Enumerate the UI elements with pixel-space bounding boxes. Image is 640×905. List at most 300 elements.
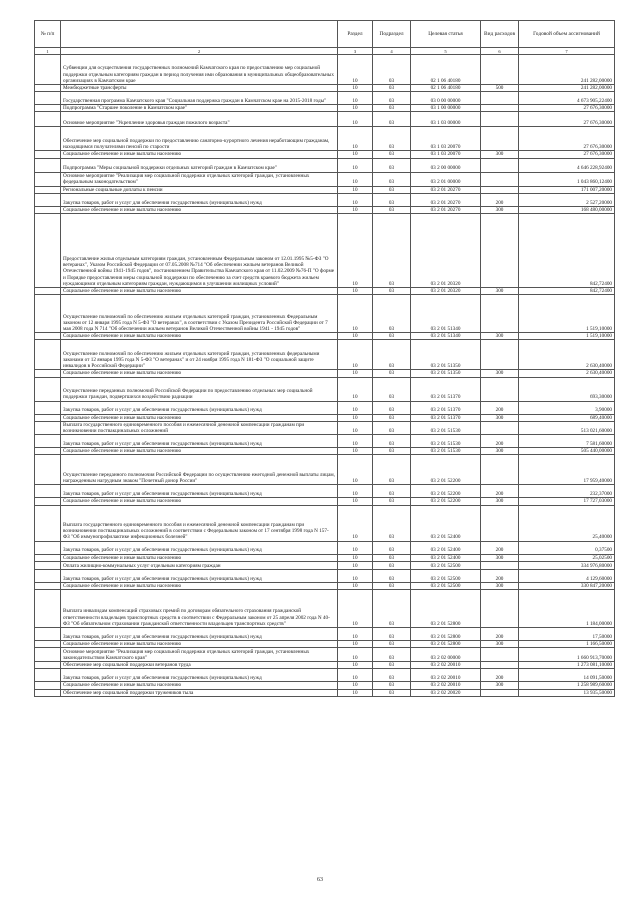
row-num-cell — [35, 541, 61, 554]
row-amount-cell: 513 021,60000 — [519, 421, 615, 434]
col-index: 4 — [373, 48, 411, 55]
row-subsection-cell: 03 — [373, 498, 411, 505]
row-target-cell: 03 2 02 00000 — [411, 648, 481, 662]
col-index: 6 — [481, 48, 519, 55]
row-amount-cell: 7 581,60000 — [519, 435, 615, 448]
table-row — [35, 485, 615, 498]
row-exp-type-cell: 300 — [481, 288, 519, 295]
row-amount-cell: 25,02500 — [519, 554, 615, 561]
row-num-cell — [35, 485, 61, 498]
row-subsection-cell: 03 — [373, 669, 411, 682]
row-exp-type-cell — [481, 158, 519, 172]
row-amount-cell: 4 646 228,92400 — [519, 158, 615, 172]
col-target-header: Целевая статья — [411, 21, 481, 48]
row-subsection-cell: 03 — [373, 582, 411, 589]
row-subsection-cell: 03 — [373, 193, 411, 206]
row-amount-cell: 27 676,30000 — [519, 112, 615, 127]
col-subsection-header: Подраздел — [373, 21, 411, 48]
row-num-cell — [35, 377, 61, 401]
row-target-cell: 03 2 01 20270 — [411, 186, 481, 193]
row-name-cell: Обеспечение мер социальной поддержки по предоставлению санаторно-курортного лечения неработающим гражданам, находящимся получателями пенсий по старости — [61, 127, 338, 151]
row-name-cell: Осуществление полномочий по обеспечению жильем отдельных категорий граждан, установленных Федеральным законом от 12 января 1995 года N 5-ФЗ "О ветеранах", в соответствии с Указом Президента Российской Федерации от 7 мая 2008 года N 714 "Об обеспечении жильем ветеранов Великой Отечественной войны 1941 - 1945 годов" — [61, 295, 338, 333]
row-exp-type-cell — [481, 214, 519, 288]
row-name-cell: Закупка товаров, работ и услуг для обеспечения государственных (муниципальных) нужд — [61, 669, 338, 682]
row-amount-cell: 2 527,20000 — [519, 193, 615, 206]
row-num-cell — [35, 554, 61, 561]
row-target-cell: 03 2 01 51350 — [411, 340, 481, 370]
row-num-cell — [35, 689, 61, 696]
row-target-cell: 03 2 01 52800 — [411, 641, 481, 648]
table-row — [35, 689, 615, 696]
row-section-cell: 10 — [338, 414, 373, 421]
row-subsection-cell: 03 — [373, 85, 411, 92]
row-section-cell: 10 — [338, 172, 373, 186]
row-name-cell: Государственная программа Камчатского края "Социальная поддержка граждан в Камчатском крае на 2015-2018 годы" — [61, 92, 338, 105]
row-amount-cell: 14 091,50000 — [519, 669, 615, 682]
row-num-cell — [35, 669, 61, 682]
table-row — [35, 435, 615, 448]
row-subsection-cell: 03 — [373, 112, 411, 127]
row-num-cell — [35, 582, 61, 589]
row-num-cell — [35, 370, 61, 377]
row-exp-type-cell: 300 — [481, 333, 519, 340]
table-row — [35, 561, 615, 569]
row-subsection-cell: 03 — [373, 455, 411, 485]
row-num-cell — [35, 186, 61, 193]
row-amount-cell: 1 043 860,12400 — [519, 172, 615, 186]
col-name-header — [61, 21, 338, 48]
row-amount-cell: 842,72400 — [519, 214, 615, 288]
table-row — [35, 401, 615, 414]
row-name-cell: Подпрограмма "Меры социальной поддержки отдельных категорий граждан в Камчатском крае" — [61, 158, 338, 172]
row-section-cell: 10 — [338, 648, 373, 662]
row-name-cell: Субвенции для осуществления государственных полномочий Камчатского края по предоставлению мер социальной поддержки отдельным категориям граждан в период получения ими образования в муниципальных общеобразовательных организациях в Камчатском крае — [61, 55, 338, 85]
row-exp-type-cell — [481, 455, 519, 485]
row-target-cell: 03 2 02 20010 — [411, 662, 481, 669]
row-subsection-cell: 03 — [373, 448, 411, 455]
row-subsection-cell: 03 — [373, 421, 411, 434]
row-subsection-cell: 03 — [373, 435, 411, 448]
row-subsection-cell: 03 — [373, 295, 411, 333]
row-section-cell: 10 — [338, 561, 373, 569]
row-target-cell: 03 1 00 00000 — [411, 105, 481, 112]
col-index: 7 — [519, 48, 615, 55]
row-target-cell: 03 2 02 20010 — [411, 682, 481, 689]
row-amount-cell: 2 630,40000 — [519, 340, 615, 370]
column-index-row — [35, 48, 615, 55]
row-target-cell: 03 0 00 00000 — [411, 92, 481, 105]
row-num-cell — [35, 92, 61, 105]
row-exp-type-cell: 200 — [481, 569, 519, 582]
table-row — [35, 288, 615, 295]
row-amount-cell: 1 519,10000 — [519, 333, 615, 340]
row-section-cell: 10 — [338, 628, 373, 641]
row-name-cell: Закупка товаров, работ и услуг для обеспечения государственных (муниципальных) нужд — [61, 485, 338, 498]
row-subsection-cell: 03 — [373, 377, 411, 401]
row-target-cell: 03 2 01 51340 — [411, 295, 481, 333]
table-row — [35, 669, 615, 682]
row-amount-cell: 27 676,30000 — [519, 127, 615, 151]
row-section-cell: 10 — [338, 186, 373, 193]
row-exp-type-cell: 200 — [481, 485, 519, 498]
row-exp-type-cell: 300 — [481, 641, 519, 648]
row-target-cell: 03 1 03 20070 — [411, 127, 481, 151]
row-num-cell — [35, 435, 61, 448]
table-row — [35, 569, 615, 582]
row-target-cell: 03 2 01 52200 — [411, 498, 481, 505]
row-num-cell — [35, 127, 61, 151]
row-name-cell: Основное мероприятие "Реализация мер социальной поддержки отдельных категорий граждан, установленных законодательством Камчатского края" — [61, 648, 338, 662]
row-amount-cell: 0,37500 — [519, 541, 615, 554]
row-num-cell — [35, 214, 61, 288]
row-target-cell: 03 2 01 51370 — [411, 377, 481, 401]
table-row — [35, 628, 615, 641]
col-amount-header: Годовой объем ассигнований — [519, 21, 615, 48]
row-exp-type-cell: 300 — [481, 206, 519, 213]
row-num-cell — [35, 295, 61, 333]
row-subsection-cell: 03 — [373, 641, 411, 648]
row-amount-cell: 241 282,00000 — [519, 55, 615, 85]
row-subsection-cell: 03 — [373, 505, 411, 541]
row-exp-type-cell — [481, 186, 519, 193]
row-target-cell: 02 1 06 40180 — [411, 55, 481, 85]
row-section-cell: 10 — [338, 505, 373, 541]
row-section-cell: 10 — [338, 455, 373, 485]
row-name-cell: Закупка товаров, работ и услуг для обеспечения государственных (муниципальных) нужд — [61, 401, 338, 414]
row-subsection-cell: 03 — [373, 55, 411, 85]
row-name-cell: Выплата инвалидам компенсаций страховых премий по договорам обязательного страхования гражданской ответственности владельцев транспортных средств в соответствии с Федеральным законом от 25 апреля 2002 года N 40-ФЗ "Об обязательном страховании гражданской ответственности владельцев транспортных средств" — [61, 590, 338, 628]
table-row — [35, 92, 615, 105]
table-row — [35, 295, 615, 333]
row-num-cell — [35, 561, 61, 569]
table-row — [35, 414, 615, 421]
row-exp-type-cell: 300 — [481, 682, 519, 689]
row-exp-type-cell: 300 — [481, 370, 519, 377]
row-exp-type-cell — [481, 92, 519, 105]
col-section-header: Раздел — [338, 21, 373, 48]
table-row — [35, 541, 615, 554]
row-num-cell — [35, 193, 61, 206]
row-name-cell: Социальное обеспечение и иные выплаты населению — [61, 554, 338, 561]
row-amount-cell: 693,30000 — [519, 377, 615, 401]
row-amount-cell: 1 660 913,70000 — [519, 648, 615, 662]
row-name-cell: Закупка товаров, работ и услуг для обеспечения государственных (муниципальных) нужд — [61, 541, 338, 554]
row-name-cell: Подпрограмма "Старшее поколение в Камчатском крае" — [61, 105, 338, 112]
row-section-cell: 10 — [338, 105, 373, 112]
row-target-cell: 03 2 01 51370 — [411, 414, 481, 421]
row-amount-cell: 232,37000 — [519, 485, 615, 498]
col-index: 1 — [35, 48, 61, 55]
table-body — [35, 55, 615, 697]
row-name-cell: Межбюджетные трансферты — [61, 85, 338, 92]
table-row — [35, 340, 615, 370]
col-index: 5 — [411, 48, 481, 55]
row-exp-type-cell — [481, 590, 519, 628]
row-target-cell: 02 1 06 40180 — [411, 85, 481, 92]
row-exp-type-cell: 300 — [481, 554, 519, 561]
row-amount-cell: 4 129,60000 — [519, 569, 615, 582]
table-row — [35, 455, 615, 485]
row-num-cell — [35, 112, 61, 127]
row-name-cell: Региональные социальные доплаты к пенсии — [61, 186, 338, 193]
row-name-cell: Предоставление жилья отдельным категориям граждан, установленным Федеральным законом от 12.01.1995 №5-ФЗ "О ветеранах", Указом Российской Федерации от 07.05.2008 №714 "Об обеспечении жильем ветеранов Великой Отечественной войны 1941-1945 годов", постановлением Правительства Камчатского края от 11.02.2009 №76-П "О форме и Порядке предоставления меры социальной поддержки по обеспечению за счет средств краевого бюджета жильем нуждающимся отдельным категориям граждан, нуждающимся в улучшении жилищных условий" — [61, 214, 338, 288]
row-name-cell: Оплата жилищно-коммунальных услуг отдельным категориям граждан — [61, 561, 338, 569]
row-section-cell: 10 — [338, 662, 373, 669]
page-number: 63 — [317, 877, 323, 883]
row-target-cell: 03 2 01 51350 — [411, 370, 481, 377]
row-subsection-cell: 03 — [373, 127, 411, 151]
row-exp-type-cell — [481, 689, 519, 696]
row-section-cell: 10 — [338, 689, 373, 696]
row-amount-cell: 334 976,80000 — [519, 561, 615, 569]
row-num-cell — [35, 628, 61, 641]
row-section-cell: 10 — [338, 340, 373, 370]
budget-table — [34, 20, 615, 697]
row-section-cell: 10 — [338, 641, 373, 648]
row-section-cell: 10 — [338, 295, 373, 333]
col-num-header: № п/п — [35, 21, 61, 48]
row-target-cell: 03 2 01 52800 — [411, 590, 481, 628]
row-section-cell: 10 — [338, 485, 373, 498]
row-amount-cell: 17 727,03000 — [519, 498, 615, 505]
table-row — [35, 590, 615, 628]
row-section-cell: 10 — [338, 151, 373, 158]
row-amount-cell: 689,40000 — [519, 414, 615, 421]
row-num-cell — [35, 641, 61, 648]
row-amount-cell: 4 673 905,22400 — [519, 92, 615, 105]
row-amount-cell: 27 676,30000 — [519, 105, 615, 112]
row-num-cell — [35, 172, 61, 186]
row-subsection-cell: 03 — [373, 92, 411, 105]
row-subsection-cell: 03 — [373, 340, 411, 370]
row-section-cell: 10 — [338, 158, 373, 172]
row-num-cell — [35, 340, 61, 370]
document-page — [34, 20, 614, 697]
table-row — [35, 214, 615, 288]
row-section-cell: 10 — [338, 127, 373, 151]
row-exp-type-cell: 300 — [481, 448, 519, 455]
row-section-cell: 10 — [338, 582, 373, 589]
row-subsection-cell: 03 — [373, 569, 411, 582]
row-name-cell: Основное мероприятие "Реализация мер социальной поддержки отдельных категорий граждан, установленных федеральным законодательством" — [61, 172, 338, 186]
row-name-cell: Закупка товаров, работ и услуг для обеспечения государственных (муниципальных) нужд — [61, 569, 338, 582]
row-name-cell: Закупка товаров, работ и услуг для обеспечения государственных (муниципальных) нужд — [61, 628, 338, 641]
row-section-cell: 10 — [338, 55, 373, 85]
row-name-cell: Социальное обеспечение и иные выплаты населению — [61, 582, 338, 589]
row-exp-type-cell — [481, 55, 519, 85]
row-name-cell: Осуществление переданного полномочия Российской Федерации по осуществлению ежегодной денежной выплаты лицам, награжденным нагрудным знаком "Почетный донор России" — [61, 455, 338, 485]
row-target-cell: 03 2 02 20010 — [411, 669, 481, 682]
row-target-cell: 03 1 03 00000 — [411, 112, 481, 127]
row-num-cell — [35, 151, 61, 158]
row-section-cell: 10 — [338, 333, 373, 340]
row-name-cell: Социальное обеспечение и иные выплаты населению — [61, 206, 338, 213]
row-subsection-cell: 03 — [373, 485, 411, 498]
row-section-cell: 10 — [338, 498, 373, 505]
row-num-cell — [35, 158, 61, 172]
row-section-cell: 10 — [338, 590, 373, 628]
row-exp-type-cell — [481, 295, 519, 333]
row-section-cell: 10 — [338, 214, 373, 288]
row-amount-cell: 330 847,20000 — [519, 582, 615, 589]
row-exp-type-cell: 500 — [481, 85, 519, 92]
row-target-cell: 03 2 01 20270 — [411, 193, 481, 206]
row-section-cell: 10 — [338, 554, 373, 561]
row-name-cell: Выплата государственного единовременного пособия и ежемесячной денежной компенсации гражданам при возникновении поствакцинальных осложнений — [61, 421, 338, 434]
row-section-cell: 10 — [338, 569, 373, 582]
row-target-cell: 03 2 01 51530 — [411, 435, 481, 448]
row-section-cell: 10 — [338, 206, 373, 213]
table-row — [35, 641, 615, 648]
row-subsection-cell: 03 — [373, 333, 411, 340]
row-section-cell: 10 — [338, 288, 373, 295]
row-name-cell: Обеспечение мер социальной поддержки тружеников тыла — [61, 689, 338, 696]
row-subsection-cell: 03 — [373, 151, 411, 158]
table-row — [35, 151, 615, 158]
row-name-cell: Социальное обеспечение и иные выплаты населению — [61, 370, 338, 377]
row-exp-type-cell: 300 — [481, 582, 519, 589]
row-target-cell: 03 2 01 52500 — [411, 569, 481, 582]
table-row — [35, 682, 615, 689]
row-exp-type-cell: 200 — [481, 193, 519, 206]
row-amount-cell: 27 676,30000 — [519, 151, 615, 158]
table-row — [35, 505, 615, 541]
row-amount-cell: 17,50000 — [519, 628, 615, 641]
row-amount-cell: 3,90000 — [519, 401, 615, 414]
table-row — [35, 85, 615, 92]
row-target-cell: 03 2 01 52200 — [411, 455, 481, 485]
row-exp-type-cell: 300 — [481, 498, 519, 505]
row-target-cell: 03 2 01 20270 — [411, 206, 481, 213]
row-section-cell: 10 — [338, 682, 373, 689]
header-row — [35, 21, 615, 48]
table-row — [35, 648, 615, 662]
row-name-cell: Осуществление полномочий по обеспечению жильем отдельных категорий граждан, установленных федеральными законами от 12 января 1995 года N 5-ФЗ "О ветеранах" и от 24 ноября 1995 года N 181-ФЗ "О социальной защите инвалидов в Российской Федерации" — [61, 340, 338, 370]
table-row — [35, 55, 615, 85]
row-amount-cell: 241 282,00000 — [519, 85, 615, 92]
row-subsection-cell: 03 — [373, 689, 411, 696]
row-target-cell: 03 2 01 00000 — [411, 172, 481, 186]
row-target-cell: 03 2 01 52400 — [411, 554, 481, 561]
row-name-cell: Социальное обеспечение и иные выплаты населению — [61, 333, 338, 340]
row-exp-type-cell: 300 — [481, 151, 519, 158]
row-exp-type-cell: 300 — [481, 414, 519, 421]
row-amount-cell: 1 258 989,60000 — [519, 682, 615, 689]
row-num-cell — [35, 569, 61, 582]
row-name-cell: Социальное обеспечение и иные выплаты населению — [61, 498, 338, 505]
row-section-cell: 10 — [338, 435, 373, 448]
row-amount-cell: 505 440,00000 — [519, 448, 615, 455]
row-amount-cell: 1 184,00000 — [519, 590, 615, 628]
row-subsection-cell: 03 — [373, 628, 411, 641]
row-target-cell: 03 2 01 52800 — [411, 628, 481, 641]
row-subsection-cell: 03 — [373, 401, 411, 414]
row-exp-type-cell: 200 — [481, 435, 519, 448]
row-name-cell: Социальное обеспечение и иные выплаты населению — [61, 151, 338, 158]
col-exp-type-header: Вид расходов — [481, 21, 519, 48]
row-name-cell: Выплата государственного единовременного пособия и ежемесячной денежной компенсации гражданам при возникновении поствакцинальных осложнений в соответствии с Федеральным законом от 17 сентября 1998 года N 157-ФЗ "Об иммунопрофилактике инфекционных болезней" — [61, 505, 338, 541]
row-amount-cell: 168 480,00000 — [519, 206, 615, 213]
row-target-cell: 03 2 01 52400 — [411, 541, 481, 554]
row-section-cell: 10 — [338, 541, 373, 554]
row-exp-type-cell: 200 — [481, 401, 519, 414]
col-index: 3 — [338, 48, 373, 55]
row-target-cell: 03 1 03 20070 — [411, 151, 481, 158]
row-num-cell — [35, 590, 61, 628]
row-section-cell: 10 — [338, 193, 373, 206]
row-amount-cell: 171 007,20000 — [519, 186, 615, 193]
table-row — [35, 448, 615, 455]
row-section-cell: 10 — [338, 401, 373, 414]
row-target-cell: 03 2 01 52200 — [411, 485, 481, 498]
table-row — [35, 112, 615, 127]
row-subsection-cell: 03 — [373, 370, 411, 377]
row-num-cell — [35, 498, 61, 505]
row-section-cell: 10 — [338, 92, 373, 105]
table-row — [35, 370, 615, 377]
row-name-cell: Социальное обеспечение и иные выплаты населению — [61, 288, 338, 295]
row-amount-cell: 1 166,50000 — [519, 641, 615, 648]
row-amount-cell: 1 273 081,10000 — [519, 662, 615, 669]
row-section-cell: 10 — [338, 370, 373, 377]
row-exp-type-cell — [481, 377, 519, 401]
row-target-cell: 03 2 01 52400 — [411, 505, 481, 541]
row-num-cell — [35, 288, 61, 295]
row-exp-type-cell: 200 — [481, 541, 519, 554]
row-subsection-cell: 03 — [373, 590, 411, 628]
row-amount-cell: 13 935,50000 — [519, 689, 615, 696]
table-row — [35, 206, 615, 213]
row-exp-type-cell — [481, 648, 519, 662]
row-subsection-cell: 03 — [373, 158, 411, 172]
row-subsection-cell: 03 — [373, 214, 411, 288]
table-row — [35, 498, 615, 505]
row-exp-type-cell — [481, 662, 519, 669]
row-exp-type-cell — [481, 505, 519, 541]
row-section-cell: 10 — [338, 448, 373, 455]
row-section-cell: 10 — [338, 421, 373, 434]
row-amount-cell: 17 959,40000 — [519, 455, 615, 485]
table-row — [35, 582, 615, 589]
row-amount-cell: 842,72400 — [519, 288, 615, 295]
row-exp-type-cell — [481, 561, 519, 569]
col-index: 2 — [61, 48, 338, 55]
table-row — [35, 662, 615, 669]
row-amount-cell: 2 630,40000 — [519, 370, 615, 377]
row-target-cell: 03 2 01 52500 — [411, 561, 481, 569]
row-subsection-cell: 03 — [373, 172, 411, 186]
row-section-cell: 10 — [338, 85, 373, 92]
row-subsection-cell: 03 — [373, 561, 411, 569]
table-row — [35, 554, 615, 561]
row-subsection-cell: 03 — [373, 186, 411, 193]
row-num-cell — [35, 55, 61, 85]
row-amount-cell: 1 519,10000 — [519, 295, 615, 333]
row-target-cell: 03 2 02 20020 — [411, 689, 481, 696]
row-subsection-cell: 03 — [373, 554, 411, 561]
row-name-cell: Закупка товаров, работ и услуг для обеспечения государственных (муниципальных) нужд — [61, 193, 338, 206]
row-target-cell: 03 2 01 52500 — [411, 582, 481, 589]
row-subsection-cell: 03 — [373, 662, 411, 669]
row-target-cell: 03 2 01 51370 — [411, 401, 481, 414]
row-section-cell: 10 — [338, 112, 373, 127]
table-row — [35, 333, 615, 340]
row-num-cell — [35, 648, 61, 662]
row-name-cell: Социальное обеспечение и иные выплаты населению — [61, 641, 338, 648]
row-target-cell: 03 2 01 51530 — [411, 448, 481, 455]
table-row — [35, 172, 615, 186]
row-target-cell: 03 2 01 20320 — [411, 288, 481, 295]
